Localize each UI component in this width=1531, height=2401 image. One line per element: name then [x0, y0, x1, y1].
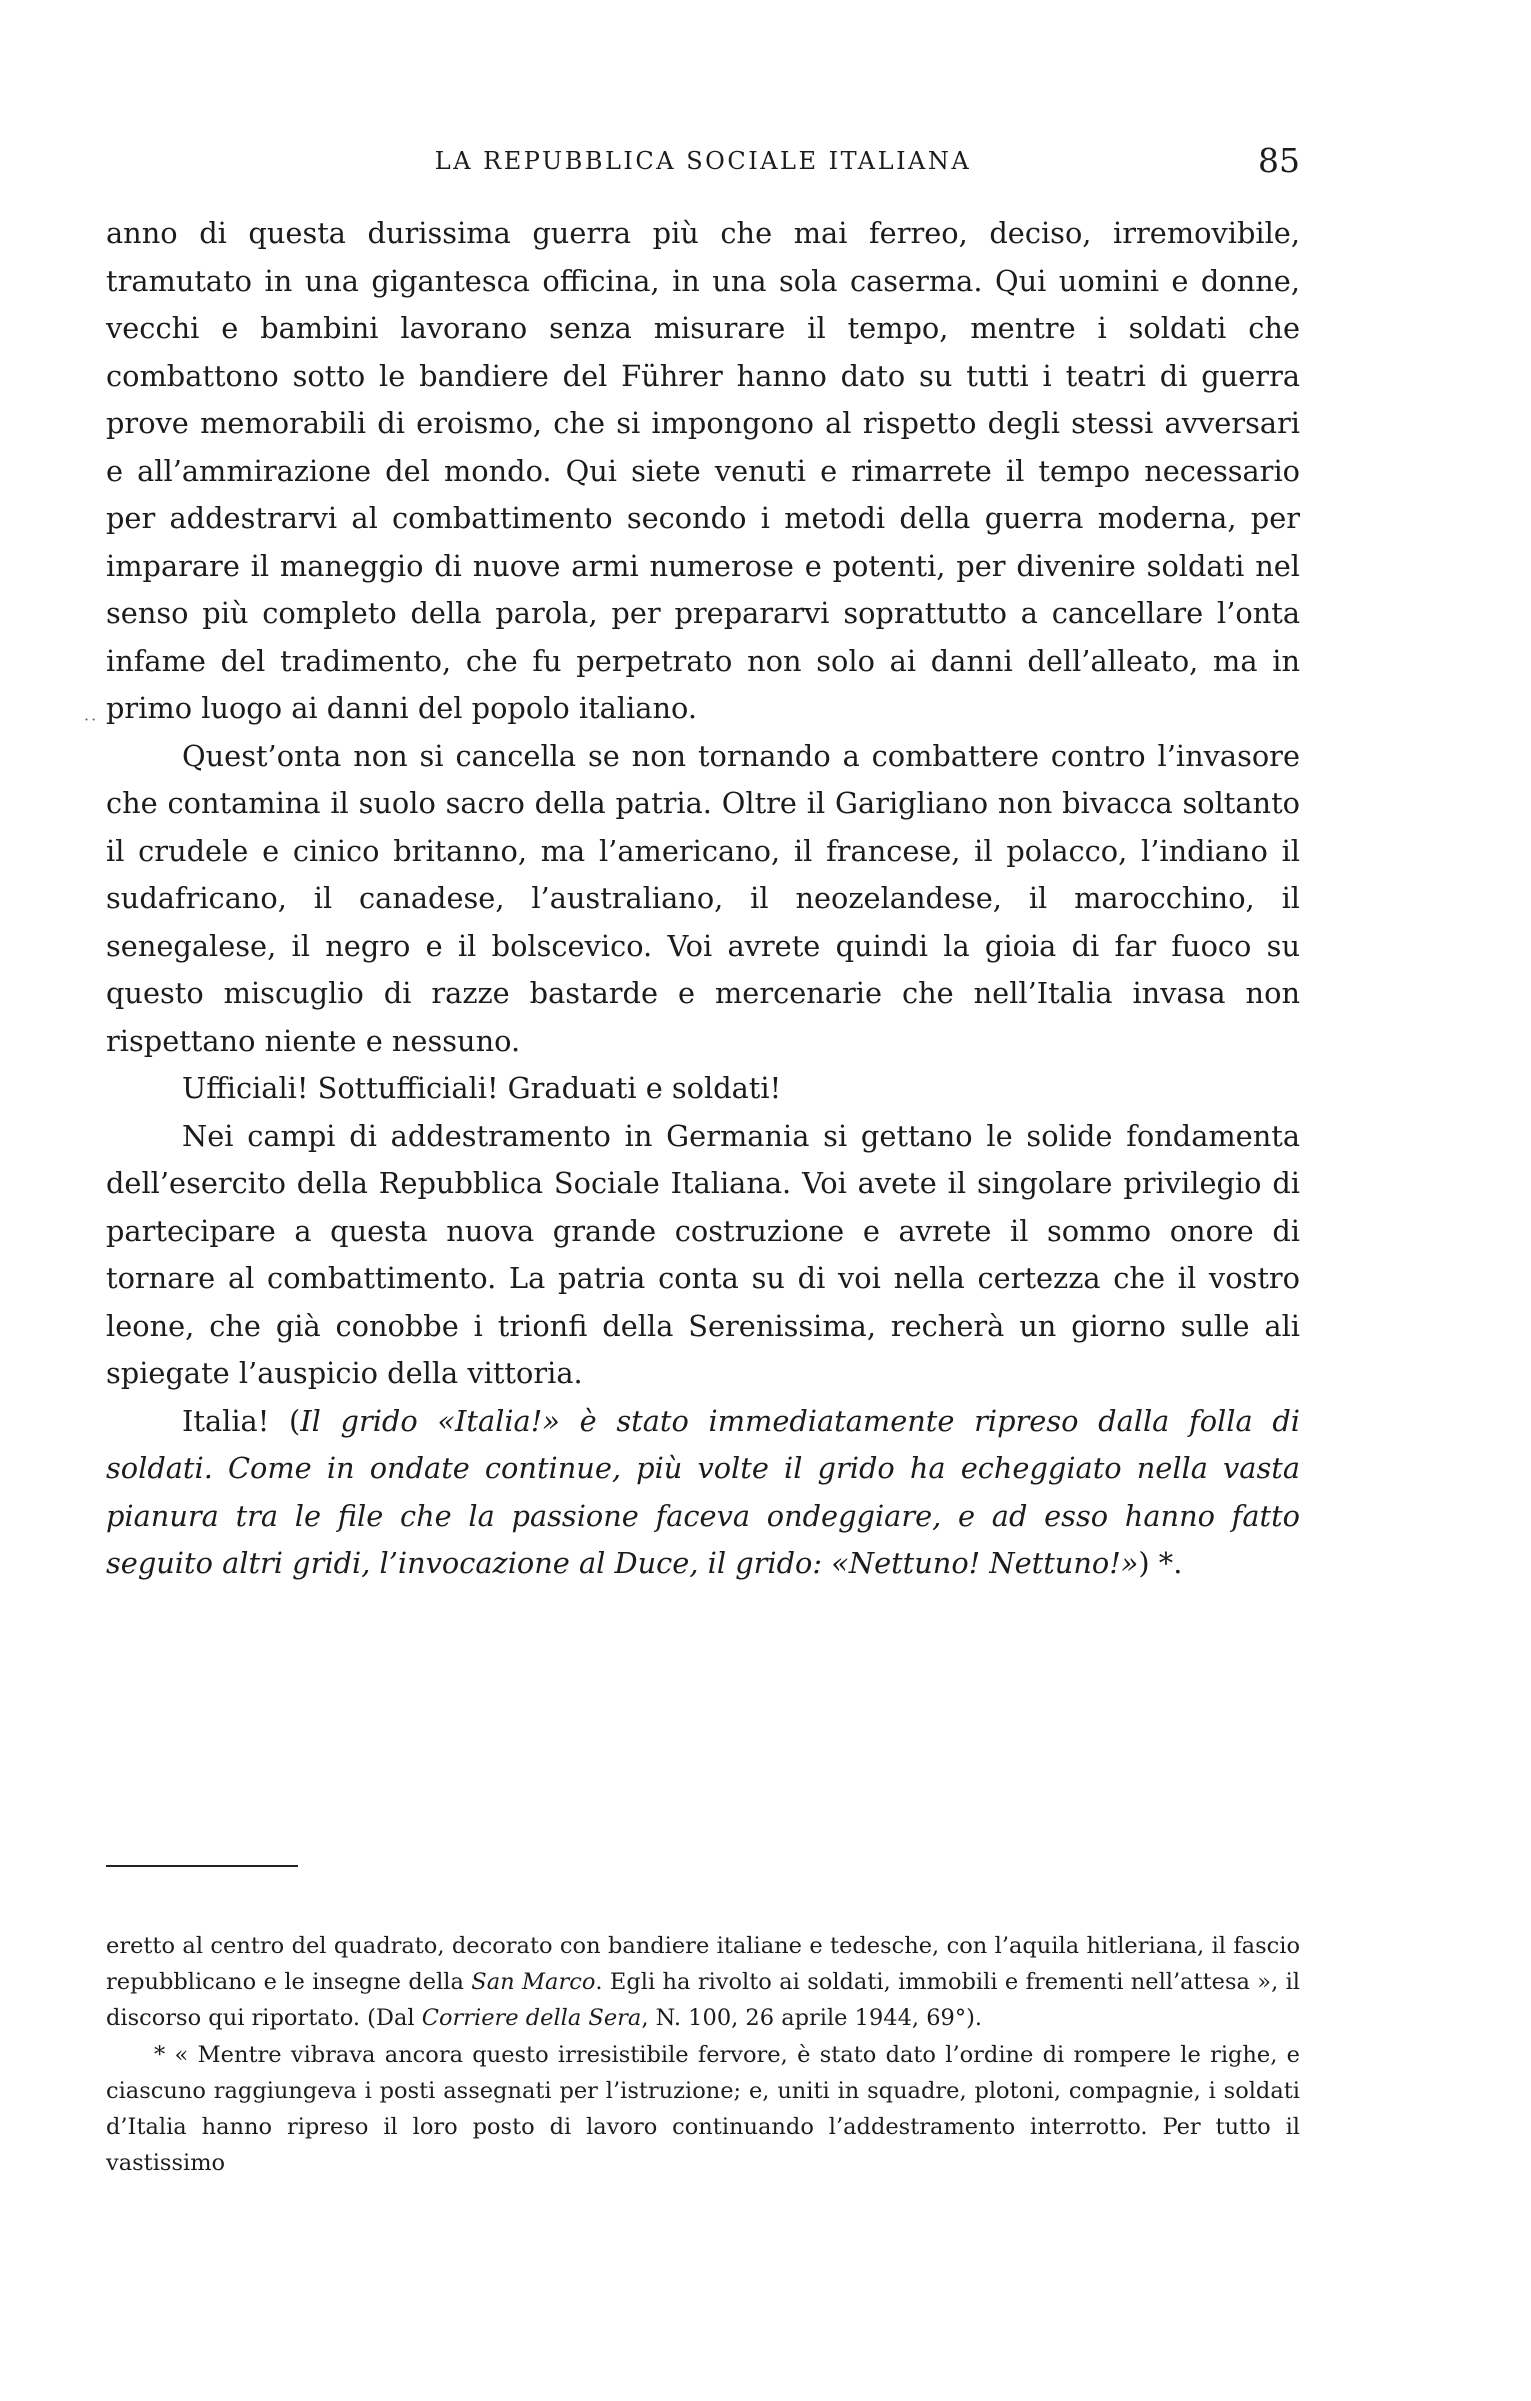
paragraph-3: Ufficiali! Sottufficiali! Graduati e soldati!	[182, 1071, 782, 1105]
footnote-italic-corriere: Corriere della Sera	[421, 2005, 642, 2032]
running-head-title: LA REPUBBLICA SOCIALE ITALIANA	[434, 147, 972, 175]
footnote-text-3: , N. 100, 26 aprile 1944, 69°).	[641, 2005, 983, 2032]
paragraph-5-tail: ) *.	[1138, 1546, 1183, 1580]
paragraph-5-roman: Italia! (	[182, 1403, 301, 1438]
footnote-italic-san-marco: San Marco	[471, 1969, 596, 1996]
margin-speck: ··	[84, 710, 99, 729]
paragraph-5	[106, 1398, 1300, 1588]
footnotes	[106, 1928, 1300, 2181]
page-number: 85	[1258, 141, 1300, 180]
paragraph-2: Quest’onta non si cancella se non tornando a combattere contro l’invasore che contamina il suolo sacro della patria. Oltre il Garigliano non bivacca soltanto il crudele e cinico britanno, ma l’americano, il francese, il polacco, l’indiano il sudafricano, il canadese, l’australiano, il neozelandese, il marocchino, il senegalese, il negro e il bolscevico. Voi avrete quindi la gioia di far fuoco su questo miscuglio di razze bastarde e mercenarie che nell’Italia invasa non rispettano niente e nessuno.	[106, 738, 1300, 1058]
footnote-continuation	[106, 1928, 1300, 2037]
paragraph-4: Nei campi di addestramento in Germania si gettano le solide fondamenta dell’esercito della Repubblica Sociale Italiana. Voi avete il singolare privilegio di partecipare a questa nuova grande costruzione e avrete il sommo onore di tornare al combattimento. La patria conta su di voi nella certezza che il vostro leone, che già conobbe i trionfi della Serenissima, recherà un giorno sulle ali spiegate l’auspicio della vittoria.	[106, 1118, 1300, 1390]
footnote-text-2: . Egli ha rivolto ai soldati, immobili e frementi nell’attesa », il discorso qui riportato. (Dal	[106, 1969, 1301, 2032]
footnote-rule	[106, 1865, 298, 1867]
paragraph-5-italic: Il grido «Italia!» è stato immediatamente ripreso dalla folla di soldati. Come in ondate continue, più volte il grido ha echeggiato nella vasta pianura tra le file che la passione faceva ondeggiare, e ad esso hanno fatto seguito altri gridi, l’invocazione al Duce, il grido: «Nettuno! Nettuno!»	[106, 1403, 1300, 1580]
main-text	[106, 210, 1300, 1588]
footnote-text-1: eretto al centro del quadrato, decorato con bandiere italiane e tedesche, con l’aquila hitleriana, il fascio repubblicano e le insegne della	[106, 1933, 1300, 1996]
paragraph-1: anno di questa durissima guerra più che mai ferreo, deciso, irremovibile, tramutato in una gigantesca officina, in una sola caserma. Qui uomini e donne, vecchi e bambini lavorano senza misurare il tempo, mentre i soldati che combattono sotto le bandiere del Führer hanno dato su tutti i teatri di guerra prove memorabili di eroismo, che si impongono al rispetto degli stessi avversari e all’ammirazione del mondo. Qui siete venuti e rimarrete il tempo necessario per addestrarvi al combattimento secondo i metodi della guerra moderna, per imparare il maneggio di nuove armi numerose e potenti, per divenire soldati nel senso più completo della parola, per prepararvi soprattutto a cancellare l’onta infame del tradimento, che fu perpetrato non solo ai danni dell’alleato, ma in primo luogo ai danni del popolo italiano.	[106, 216, 1300, 725]
footnote-star: * « Mentre vibrava ancora questo irresistibile fervore, è stato dato l’ordine di rompere le righe, e ciascuno raggiungeva i posti assegnati per l’istruzione; e, uniti in squadre, plotoni, compagnie, i soldati d’Italia hanno ripreso il loro posto di lavoro continuando l’addestramento interrotto. Per tutto il vastissimo	[106, 2041, 1300, 2177]
